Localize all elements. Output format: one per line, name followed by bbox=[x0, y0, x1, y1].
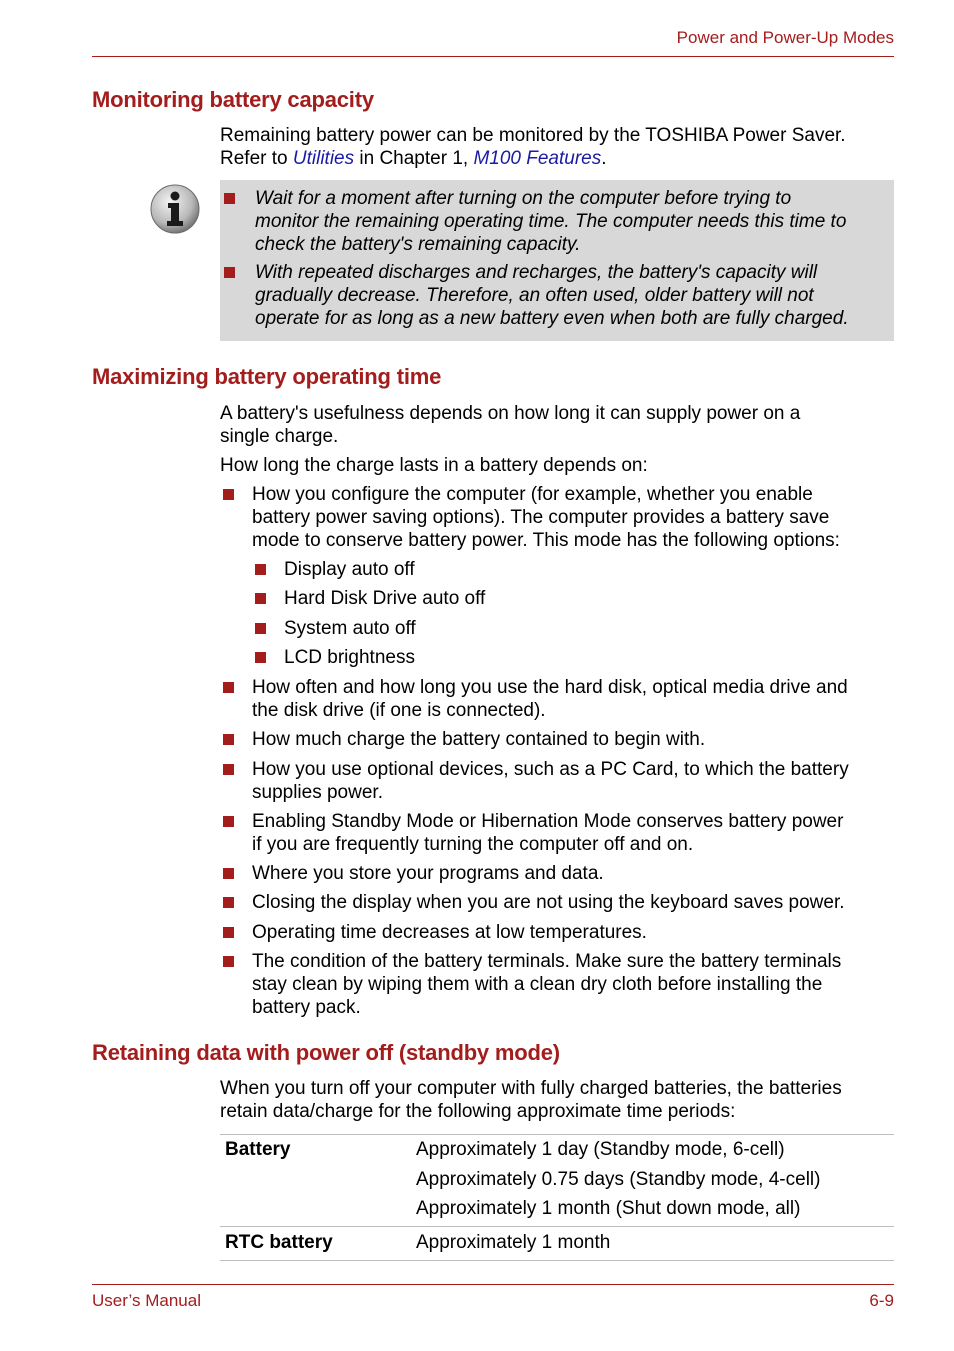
sub-list-item-label: Display auto off bbox=[284, 559, 415, 580]
list-item-line: if you are frequently turning the computer off and on. bbox=[252, 834, 694, 855]
list-item-line: stay clean by wiping them with a clean dry cloth before installing the bbox=[252, 974, 823, 995]
list-item-line: the disk drive (if one is connected). bbox=[252, 700, 546, 721]
paragraph-line: When you turn off your computer with fully charged batteries, the batteries bbox=[220, 1078, 842, 1099]
table-cell: Approximately 0.75 days (Standby mode, 4-cell) bbox=[416, 1169, 821, 1190]
bullet-square-icon bbox=[255, 623, 266, 634]
monitoring-paragraph-line1: Remaining battery power can be monitored by the TOSHIBA Power Saver. bbox=[220, 125, 846, 146]
list-item-line: Operating time decreases at low temperatures. bbox=[252, 922, 647, 943]
list-item-line: How you use optional devices, such as a PC Card, to which the battery bbox=[252, 759, 849, 780]
list-item-line: The condition of the battery terminals. Make sure the battery terminals bbox=[252, 951, 842, 972]
list-item-line: battery power saving options). The computer provides a battery save bbox=[252, 507, 830, 528]
table-cell: Approximately 1 month (Shut down mode, all) bbox=[416, 1198, 801, 1219]
paragraph-line: A battery's usefulness depends on how long it can supply power on a bbox=[220, 403, 801, 424]
refer-text: Refer to bbox=[220, 148, 293, 169]
bullet-square-icon bbox=[255, 564, 266, 575]
table-cell: Approximately 1 day (Standby mode, 6-cell) bbox=[416, 1139, 785, 1160]
list-item-line: Enabling Standby Mode or Hibernation Mode conserves battery power bbox=[252, 811, 844, 832]
bullet-square-icon bbox=[223, 816, 234, 827]
bullet-square-icon bbox=[223, 489, 234, 500]
list-item-line: supplies power. bbox=[252, 782, 383, 803]
table-rule-top bbox=[220, 1134, 894, 1135]
m100-features-link[interactable]: M100 Features bbox=[473, 148, 602, 169]
section-heading-monitoring: Monitoring battery capacity bbox=[92, 87, 374, 112]
sub-list-item-label: System auto off bbox=[284, 618, 416, 639]
table-cell: Approximately 1 month bbox=[416, 1232, 611, 1253]
footer-manual-title: User’s Manual bbox=[92, 1291, 201, 1310]
bullet-square-icon bbox=[223, 868, 234, 879]
paragraph-line: retain data/charge for the following approximate time periods: bbox=[220, 1101, 736, 1122]
table-row-label: Battery bbox=[225, 1139, 291, 1160]
sub-list-item-label: LCD brightness bbox=[284, 647, 415, 668]
list-item-line: battery pack. bbox=[252, 997, 361, 1018]
bullet-square-icon bbox=[255, 652, 266, 663]
bullet-square-icon bbox=[223, 927, 234, 938]
bullet-square-icon bbox=[255, 593, 266, 604]
list-item-line: mode to conserve battery power. This mode has the following options: bbox=[252, 530, 840, 551]
list-item-line: Closing the display when you are not using the keyboard saves power. bbox=[252, 892, 845, 913]
header-rule bbox=[92, 56, 894, 57]
page-header-title: Power and Power-Up Modes bbox=[676, 28, 894, 47]
period-text: . bbox=[601, 148, 607, 169]
retaining-paragraph bbox=[220, 1077, 894, 1123]
maximizing-paragraph-1 bbox=[220, 402, 894, 448]
bullet-square-icon bbox=[224, 193, 235, 204]
bullet-square-icon bbox=[224, 267, 235, 278]
section-heading-retaining: Retaining data with power off (standby mode) bbox=[92, 1040, 560, 1065]
list-item-line: Where you store your programs and data. bbox=[252, 863, 604, 884]
table-rule-bottom bbox=[220, 1260, 894, 1261]
bullet-square-icon bbox=[223, 764, 234, 775]
utilities-link[interactable]: Utilities bbox=[292, 148, 355, 169]
maximizing-paragraph-2: How long the charge lasts in a battery depends on: bbox=[220, 455, 648, 476]
chapter-text: in Chapter 1, bbox=[354, 148, 474, 169]
note-box bbox=[220, 180, 894, 341]
note-line: check the battery's remaining capacity. bbox=[255, 234, 581, 255]
monitoring-paragraph-line2 bbox=[220, 147, 894, 170]
bullet-square-icon bbox=[223, 734, 234, 745]
bullet-square-icon bbox=[223, 897, 234, 908]
section-heading-maximizing: Maximizing battery operating time bbox=[92, 364, 442, 389]
note-line: operate for as long as a new battery even when both are fully charged. bbox=[255, 308, 849, 329]
note-line: With repeated discharges and recharges, the battery's capacity will bbox=[255, 262, 818, 283]
list-item-line: How often and how long you use the hard disk, optical media drive and bbox=[252, 677, 848, 698]
note-line: Wait for a moment after turning on the computer before trying to bbox=[255, 188, 792, 209]
footer-rule bbox=[92, 1284, 894, 1285]
paragraph-line: single charge. bbox=[220, 426, 339, 447]
monitoring-paragraph bbox=[220, 124, 894, 170]
bullet-square-icon bbox=[223, 956, 234, 967]
list-item-line: How much charge the battery contained to begin with. bbox=[252, 729, 706, 750]
list-item-line: How you configure the computer (for example, whether you enable bbox=[252, 484, 813, 505]
sub-list-item-label: Hard Disk Drive auto off bbox=[284, 588, 486, 609]
note-line: gradually decrease. Therefore, an often used, older battery will not bbox=[255, 285, 814, 306]
page-number: 6-9 bbox=[869, 1291, 894, 1310]
table-rule-mid bbox=[220, 1226, 894, 1227]
note-line: monitor the remaining operating time. The computer needs this time to bbox=[255, 211, 847, 232]
table-row-label: RTC battery bbox=[225, 1232, 333, 1253]
info-icon bbox=[150, 184, 200, 234]
bullet-square-icon bbox=[223, 682, 234, 693]
